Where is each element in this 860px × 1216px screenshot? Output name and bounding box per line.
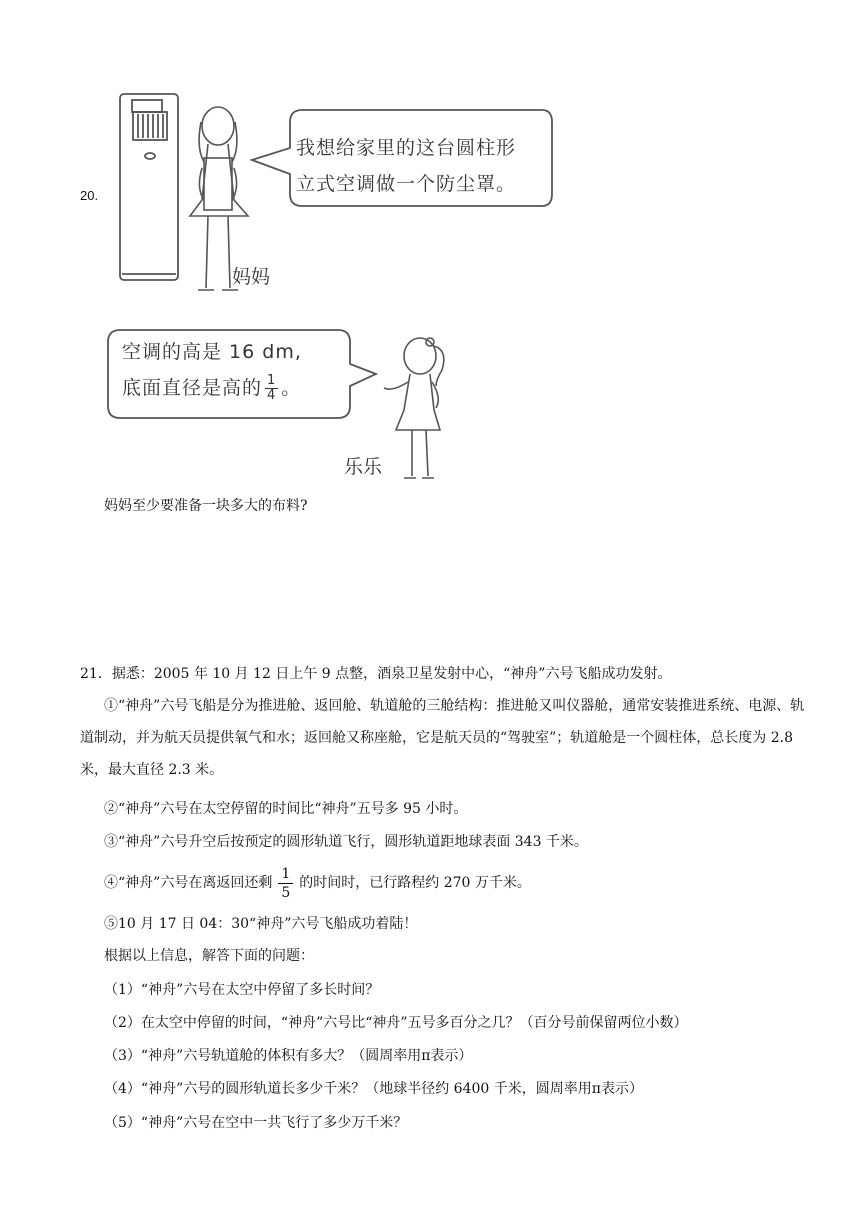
lele-fraction bbox=[265, 374, 278, 403]
question-21-sub-4: （4）“神舟”六号的圆形轨道长多少千米？（地球半径约 6400 千米，圆周率用π表示） bbox=[104, 1081, 643, 1097]
item-4-prefix: ④“神舟”六号在离返回还剩 bbox=[104, 875, 273, 891]
question-21-item-3: ③“神舟”六号升空后按预定的圆形轨道飞行，圆形轨道距地球表面 343 千米。 bbox=[104, 834, 588, 850]
lele-fraction-numerator: 1 bbox=[267, 373, 277, 388]
mom-bubble-line-2: 立式空调做一个防尘罩。 bbox=[296, 173, 517, 195]
lele-bubble-line-2-prefix: 底面直径是高的 bbox=[122, 377, 263, 399]
question-20-prompt: 妈妈至少要准备一块多大的布料? bbox=[104, 498, 308, 514]
item-4-fraction bbox=[278, 865, 293, 902]
question-21-sub-3: （3）“神舟”六号轨道舱的体积有多大？（圆周率用π表示） bbox=[104, 1048, 473, 1064]
lele-bubble-line-2-suffix: 。 bbox=[281, 377, 302, 399]
lele-bubble-line-2 bbox=[122, 370, 302, 406]
item-4-suffix: 的时间时，已行路程约 270 万千米。 bbox=[299, 875, 531, 891]
question-20-number: 20. bbox=[80, 188, 99, 203]
item-4-fraction-denominator: 5 bbox=[281, 884, 291, 901]
question-21-sub-5: （5）“神舟”六号在空中一共飞行了多少万千米？ bbox=[104, 1115, 408, 1131]
air-conditioner-icon bbox=[120, 94, 178, 280]
lele-label: 乐乐 bbox=[344, 456, 383, 478]
mom-bubble-line-1: 我想给家里的这台圆柱形 bbox=[296, 137, 517, 159]
question-21-item-4 bbox=[104, 860, 531, 906]
question-21-sub-1: （1）“神舟”六号在太空中停留了多长时间？ bbox=[104, 982, 380, 998]
mom-label: 妈妈 bbox=[232, 266, 271, 288]
lele-figure-icon bbox=[384, 338, 444, 478]
lele-bubble-line-1: 空调的高是 16 dm, bbox=[122, 341, 302, 363]
question-21-intro: 21．据悉：2005 年 10 月 12 日上午 9 点整，酒泉卫星发射中心，“神舟”六号飞船成功发射。 bbox=[80, 666, 672, 682]
item-4-fraction-numerator: 1 bbox=[278, 865, 293, 884]
question-21-item-1: ①“神舟”六号飞船是分为推进舱、返回舱、轨道舱的三舱结构：推进舱又叫仪器舱，通常安装推进系统、电源、轨道制动，并为航天员提供氧气和水；返回舱又称座舱，它是航天员的“驾驶室”；轨道舱是一个圆柱体，总长度为 2.8 米，最大直径 2.3 米。 bbox=[80, 698, 805, 778]
mom-bubble-text bbox=[296, 130, 516, 202]
question-21-sub-2: （2）在太空中停留的时间，“神舟”六号比“神舟”五号多百分之几？（百分号前保留两位小数） bbox=[104, 1015, 688, 1031]
lele-bubble-text bbox=[122, 334, 302, 406]
question-21-lead: 根据以上信息，解答下面的问题： bbox=[104, 948, 314, 964]
question-21-item-5: ⑤10 月 17 日 04：30“神舟”六号飞船成功着陆！ bbox=[104, 916, 418, 932]
question-21-item-2: ②“神舟”六号在太空停留的时间比“神舟”五号多 95 小时。 bbox=[104, 801, 468, 817]
lele-fraction-denominator: 4 bbox=[267, 388, 277, 403]
